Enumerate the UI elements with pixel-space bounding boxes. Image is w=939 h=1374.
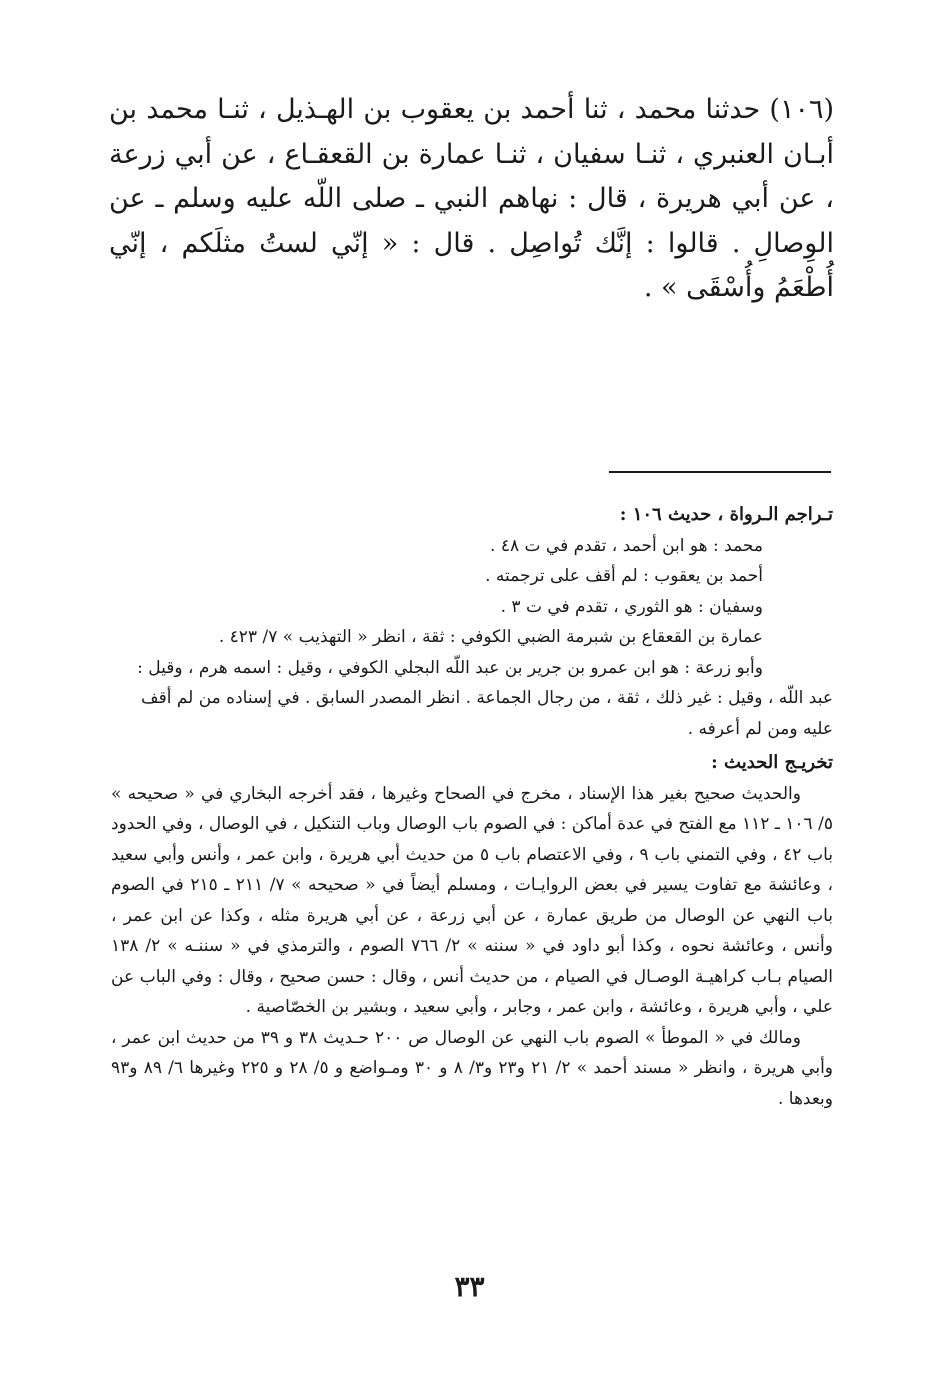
page-number: ٣٣ xyxy=(454,1270,485,1303)
footnote-divider xyxy=(609,471,831,473)
takhrij-heading: تخريـج الحديث : xyxy=(711,752,833,773)
abu-zura-continuation: عبد اللّه ، وقيل : غير ذلك ، ثقة ، من رجال الجماعة . انظر المصدر السابق . في إسناده من لم أقف عليه ومن لم أعرفه . xyxy=(140,688,833,739)
narrators-heading: تـراجم الـرواة ، حديث ١٠٦ : xyxy=(619,504,833,525)
narrator-entry-abu-zura xyxy=(111,653,833,745)
narrator-entry: محمد : هو ابن أحمد ، تقدم في ت ٤٨ . xyxy=(490,535,763,556)
takhrij-paragraph: والحديث صحيح بغير هذا الإسناد ، مخرج في الصحاح وغيرها ، فقد أخرجه البخاري في « صحيحه » ٥/ ١٠٦ ـ ١١٢ مع الفتح في عدة أماكن : في الصوم باب الوصال وباب التنكيل ، في الوصال ، وفي الحدود باب ٤٢ ، وفي التمني باب ٩ ، وفي الاعتصام باب ٥ من حديث أبي هريرة ، وابن عمر ، وأنس وأبي سعيد ، وعائشة مع تفاوت يسير في بعض الروايـات ، ومسلم أيضاً في « صحيحه » ٧/ ٢١١ ـ ٢١٥ في الصوم باب النهي عن الوصال من طريق عمارة ، عن أبي زرعة ، عن أبي هريرة مثله ، وكذا عن ابن عمر ، وأنس ، وعائشة نحوه ، وكذا أبو داود في « سننه » ٢/ ٧٦٦ الصوم ، والترمذي في « سننـه » ٢/ ١٣٨ الصيام بـاب كراهيـة الوصـال في الصيام ، من حديث أنس ، وقال : حسن صحيح ، وقال : وفي الباب عن علي ، وأبي هريرة ، وعائشة ، وابن عمر ، وجابر ، وأبي سعيد ، وبشير بن الخصّاصية . xyxy=(111,783,833,1017)
hadith-text-block xyxy=(109,88,834,311)
takhrij-paragraph: ومالك في « الموطأ » الصوم باب النهي عن الوصال ص ٢٠٠ حـديث ٣٨ و ٣٩ من حديث ابن عمر ، وأبي هريرة ، وانظر « مسند أحمد » ٢/ ٢١ و٢٣ و٣/ ٨ و ٣٠ ومـواضع و ٥/ ٢٨ و ٢٢٥ وغيرها ٦/ ٨٩ و٩٣ وبعدها . xyxy=(111,1027,833,1109)
narrator-entry: أحمد بن يعقوب : لم أقف على ترجمته . xyxy=(485,566,763,586)
hadith-text: (١٠٦) حدثنا محمد ، ثنا أحمد بن يعقوب بن الهـذيل ، ثنـا محمد بن أبـان العنبري ، ثنـا سفيان ، ثنـا عمارة بن القعقـاع ، عن أبي زرعة ، عن أبي هريرة ، قال : نهاهم النبي ـ صلى اللّه عليه وسلم ـ عن الوِصالِ . قالوا : إنَّك تُواصِل . قال : « إنّي لستُ مثلَكم ، إنّي أُطْعَمُ وأُسْقَى » . xyxy=(109,94,834,303)
footnotes-section xyxy=(111,500,833,1114)
abu-zura-line: وأبو زرعة : هو ابن عمرو بن جرير بن عبد اللّه البجلي الكوفي ، وقيل : اسمه هرم ، وقيل : xyxy=(137,657,763,678)
narrator-entry: وسفيان : هو الثوري ، تقدم في ت ٣ . xyxy=(500,596,763,617)
narrator-entry: عمارة بن القعقاع بن شبرمة الضبي الكوفي : ثقة ، انظر « التهذيب » ٧/ ٤٢٣ . xyxy=(218,627,763,647)
